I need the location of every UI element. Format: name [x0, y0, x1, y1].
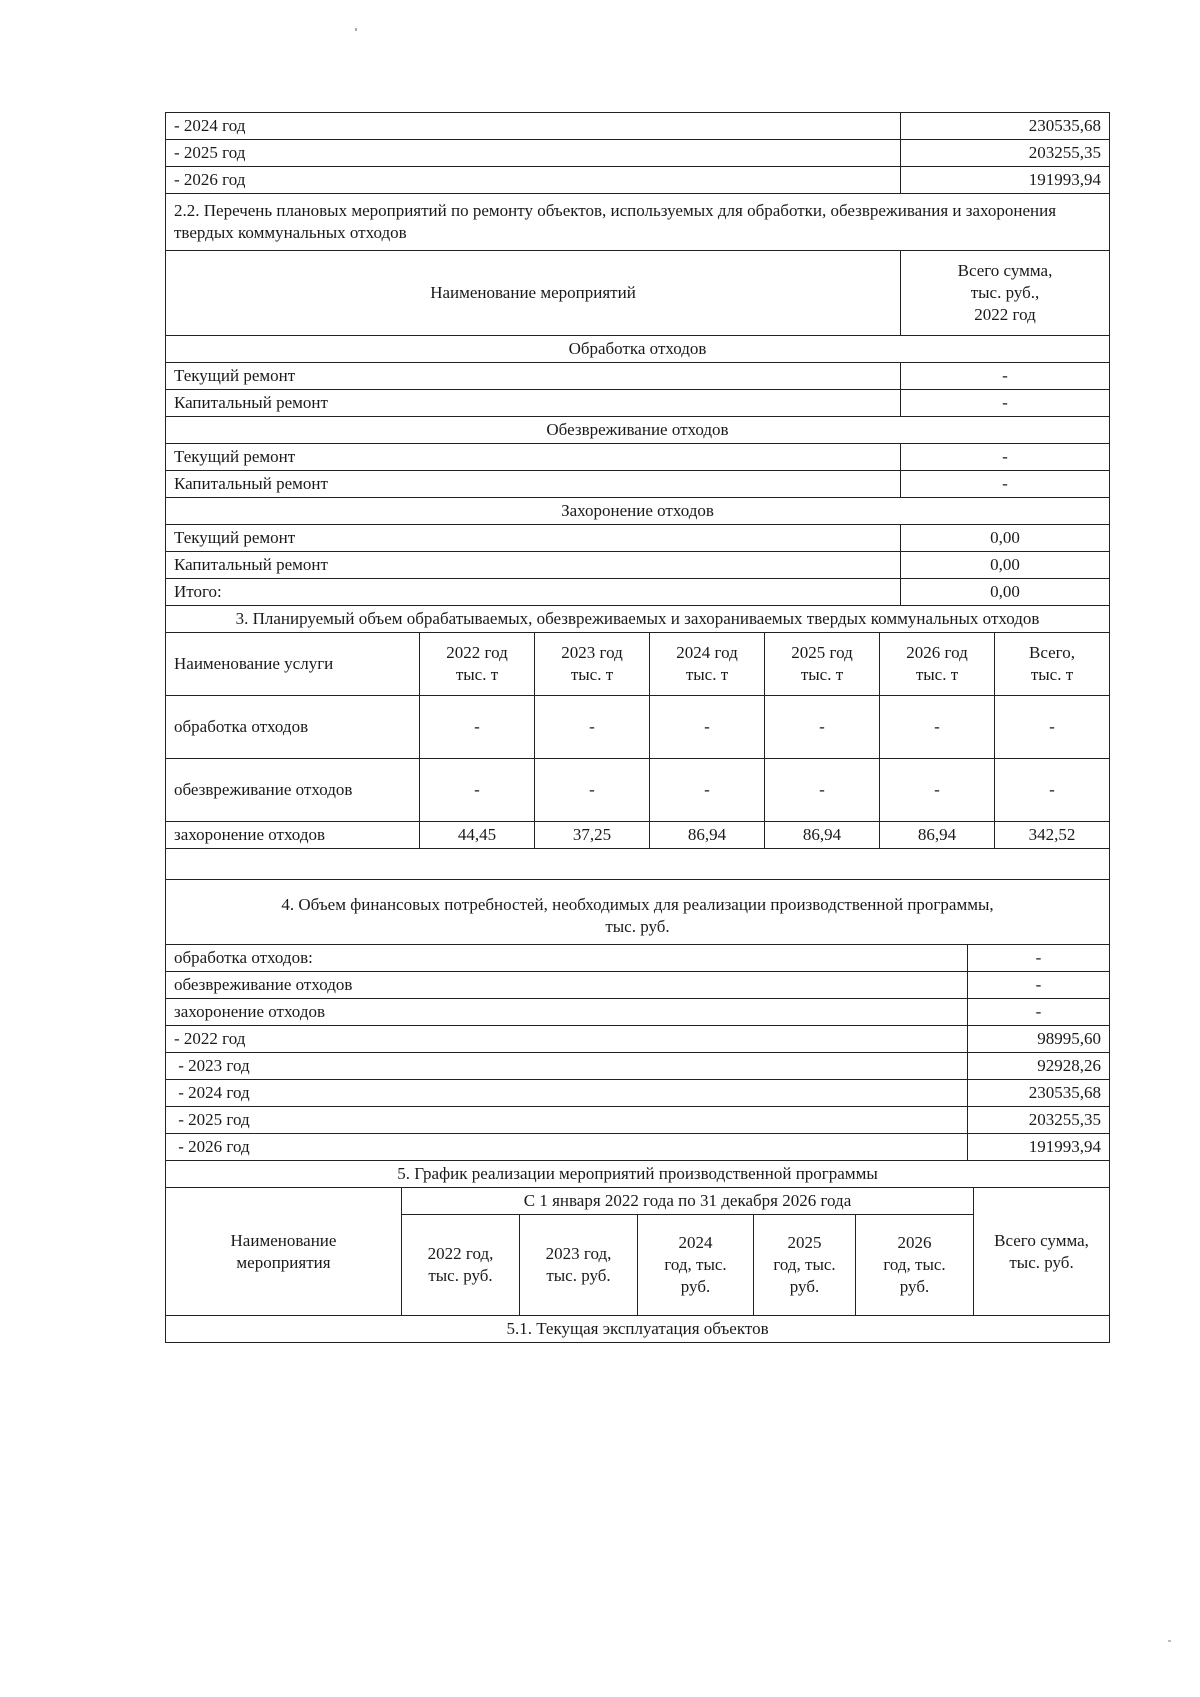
row-value: -	[968, 999, 1110, 1026]
title-line: тыс. руб.	[605, 917, 670, 936]
column-header-year: 2022 год, тыс. руб.	[402, 1215, 520, 1316]
table-header-row	[166, 633, 1110, 696]
table-row	[166, 880, 1110, 945]
cell: 86,94	[765, 822, 880, 849]
year-label: - 2024 год	[166, 113, 901, 140]
column-header-year: 2026 год, тыс. руб.	[856, 1215, 974, 1316]
table-schedule	[165, 1160, 1110, 1343]
row-label: захоронение отходов	[166, 999, 968, 1026]
table-row	[166, 140, 1110, 167]
table-row	[166, 194, 1110, 251]
row-value: -	[901, 390, 1110, 417]
cell: 86,94	[880, 822, 995, 849]
section-title-4	[166, 880, 1110, 945]
column-header-service: Наименование услуги	[166, 633, 420, 696]
row-value: 0,00	[901, 579, 1110, 606]
table-header-row	[166, 251, 1110, 336]
table-row	[166, 999, 1110, 1026]
row-label: - 2024 год	[166, 1080, 968, 1107]
row-label: Капитальный ремонт	[166, 552, 901, 579]
row-label: Текущий ремонт	[166, 444, 901, 471]
table-row	[166, 1026, 1110, 1053]
year-value: 203255,35	[901, 140, 1110, 167]
table-row	[166, 1107, 1110, 1134]
cell: -	[420, 759, 535, 822]
cell: -	[765, 696, 880, 759]
table-row	[166, 444, 1110, 471]
row-label: - 2026 год	[166, 1134, 968, 1161]
table-row	[166, 1316, 1110, 1343]
cell: -	[765, 759, 880, 822]
table-row	[166, 822, 1110, 849]
year-label: - 2026 год	[166, 167, 901, 194]
service-label: обезвреживание отходов	[166, 759, 420, 822]
cell: -	[650, 696, 765, 759]
table-row	[166, 1080, 1110, 1107]
row-label: обезвреживание отходов	[166, 972, 968, 999]
row-label: Текущий ремонт	[166, 363, 901, 390]
column-header-year: 2026 год тыс. т	[880, 633, 995, 696]
year-value: 191993,94	[901, 167, 1110, 194]
column-header-total: Всего сумма, тыс. руб.	[974, 1188, 1110, 1316]
cell: -	[880, 696, 995, 759]
row-value: -	[968, 945, 1110, 972]
header-line: Всего сумма,	[957, 261, 1053, 280]
table-row	[166, 167, 1110, 194]
service-label: обработка отходов	[166, 696, 420, 759]
column-header-year: 2024 год тыс. т	[650, 633, 765, 696]
row-value: 203255,35	[968, 1107, 1110, 1134]
scan-speck	[1168, 1640, 1171, 1642]
group-title-row	[166, 417, 1110, 444]
service-label: захоронение отходов	[166, 822, 420, 849]
section-title-5: 5. График реализации мероприятий производственной программы	[166, 1161, 1110, 1188]
column-header-year: 2025 год тыс. т	[765, 633, 880, 696]
cell: -	[650, 759, 765, 822]
cell: -	[535, 696, 650, 759]
column-header-total: Всего, тыс. т	[995, 633, 1110, 696]
period-header: С 1 января 2022 года по 31 декабря 2026 года	[402, 1188, 974, 1215]
row-value: 92928,26	[968, 1053, 1110, 1080]
header-line: тыс. руб.,	[970, 283, 1040, 302]
column-header-year: 2025 год, тыс. руб.	[754, 1215, 856, 1316]
table-row	[166, 525, 1110, 552]
section-title-2-2: 2.2. Перечень плановых мероприятий по ремонту объектов, используемых для обработки, обезвреживания и захоронения твердых коммунальных отходов	[166, 194, 1110, 251]
group-title-row	[166, 336, 1110, 363]
scan-speck	[355, 28, 357, 31]
table-waste-volume	[165, 605, 1110, 880]
subsection-title-5-1: 5.1. Текущая эксплуатация объектов	[166, 1316, 1110, 1343]
row-value: 0,00	[901, 525, 1110, 552]
document-page	[165, 112, 1109, 1343]
table-financial-needs	[165, 879, 1110, 1161]
group-title: Обезвреживание отходов	[166, 417, 1110, 444]
table-row	[166, 390, 1110, 417]
empty-cell	[166, 849, 1110, 880]
row-value: 0,00	[901, 552, 1110, 579]
cell: -	[535, 759, 650, 822]
table-row	[166, 1053, 1110, 1080]
row-value: -	[901, 471, 1110, 498]
column-header-year: 2023 год, тыс. руб.	[520, 1215, 638, 1316]
group-title: Обработка отходов	[166, 336, 1110, 363]
table-row	[166, 1161, 1110, 1188]
row-value: -	[901, 444, 1110, 471]
cell: 86,94	[650, 822, 765, 849]
table-row	[166, 1134, 1110, 1161]
cell: 342,52	[995, 822, 1110, 849]
year-label: - 2025 год	[166, 140, 901, 167]
row-value: -	[968, 972, 1110, 999]
table-row	[166, 759, 1110, 822]
table-row	[166, 972, 1110, 999]
row-value: -	[901, 363, 1110, 390]
column-header-year: 2023 год тыс. т	[535, 633, 650, 696]
row-label: Итого:	[166, 579, 901, 606]
cell: 37,25	[535, 822, 650, 849]
row-value: 230535,68	[968, 1080, 1110, 1107]
spacer-row	[166, 849, 1110, 880]
cell: -	[420, 696, 535, 759]
table-row	[166, 552, 1110, 579]
section-title-3: 3. Планируемый объем обрабатываемых, обезвреживаемых и захораниваемых твердых коммунальных отходов	[166, 606, 1110, 633]
table-repair-plan	[165, 112, 1110, 606]
row-label: - 2025 год	[166, 1107, 968, 1134]
row-label: Текущий ремонт	[166, 525, 901, 552]
group-title-row	[166, 498, 1110, 525]
column-header-name: Наименование мероприятий	[166, 251, 901, 336]
row-label: Капитальный ремонт	[166, 390, 901, 417]
title-line: 4. Объем финансовых потребностей, необходимых для реализации производственной программы,	[281, 895, 994, 914]
table-header-row	[166, 1188, 1110, 1215]
row-label: - 2022 год	[166, 1026, 968, 1053]
cell: -	[995, 696, 1110, 759]
row-value: 191993,94	[968, 1134, 1110, 1161]
row-label: - 2023 год	[166, 1053, 968, 1080]
year-value: 230535,68	[901, 113, 1110, 140]
row-value: 98995,60	[968, 1026, 1110, 1053]
cell: -	[995, 759, 1110, 822]
table-row	[166, 471, 1110, 498]
column-header-sum	[901, 251, 1110, 336]
row-label: Капитальный ремонт	[166, 471, 901, 498]
column-header-year: 2024 год, тыс. руб.	[638, 1215, 754, 1316]
table-row	[166, 696, 1110, 759]
column-header-year: 2022 год тыс. т	[420, 633, 535, 696]
table-row	[166, 945, 1110, 972]
row-label: обработка отходов:	[166, 945, 968, 972]
cell: 44,45	[420, 822, 535, 849]
column-header-measure: Наименование мероприятия	[166, 1188, 402, 1316]
table-row	[166, 113, 1110, 140]
cell: -	[880, 759, 995, 822]
header-line: 2022 год	[974, 305, 1036, 324]
table-row	[166, 579, 1110, 606]
table-row	[166, 363, 1110, 390]
group-title: Захоронение отходов	[166, 498, 1110, 525]
table-row	[166, 606, 1110, 633]
